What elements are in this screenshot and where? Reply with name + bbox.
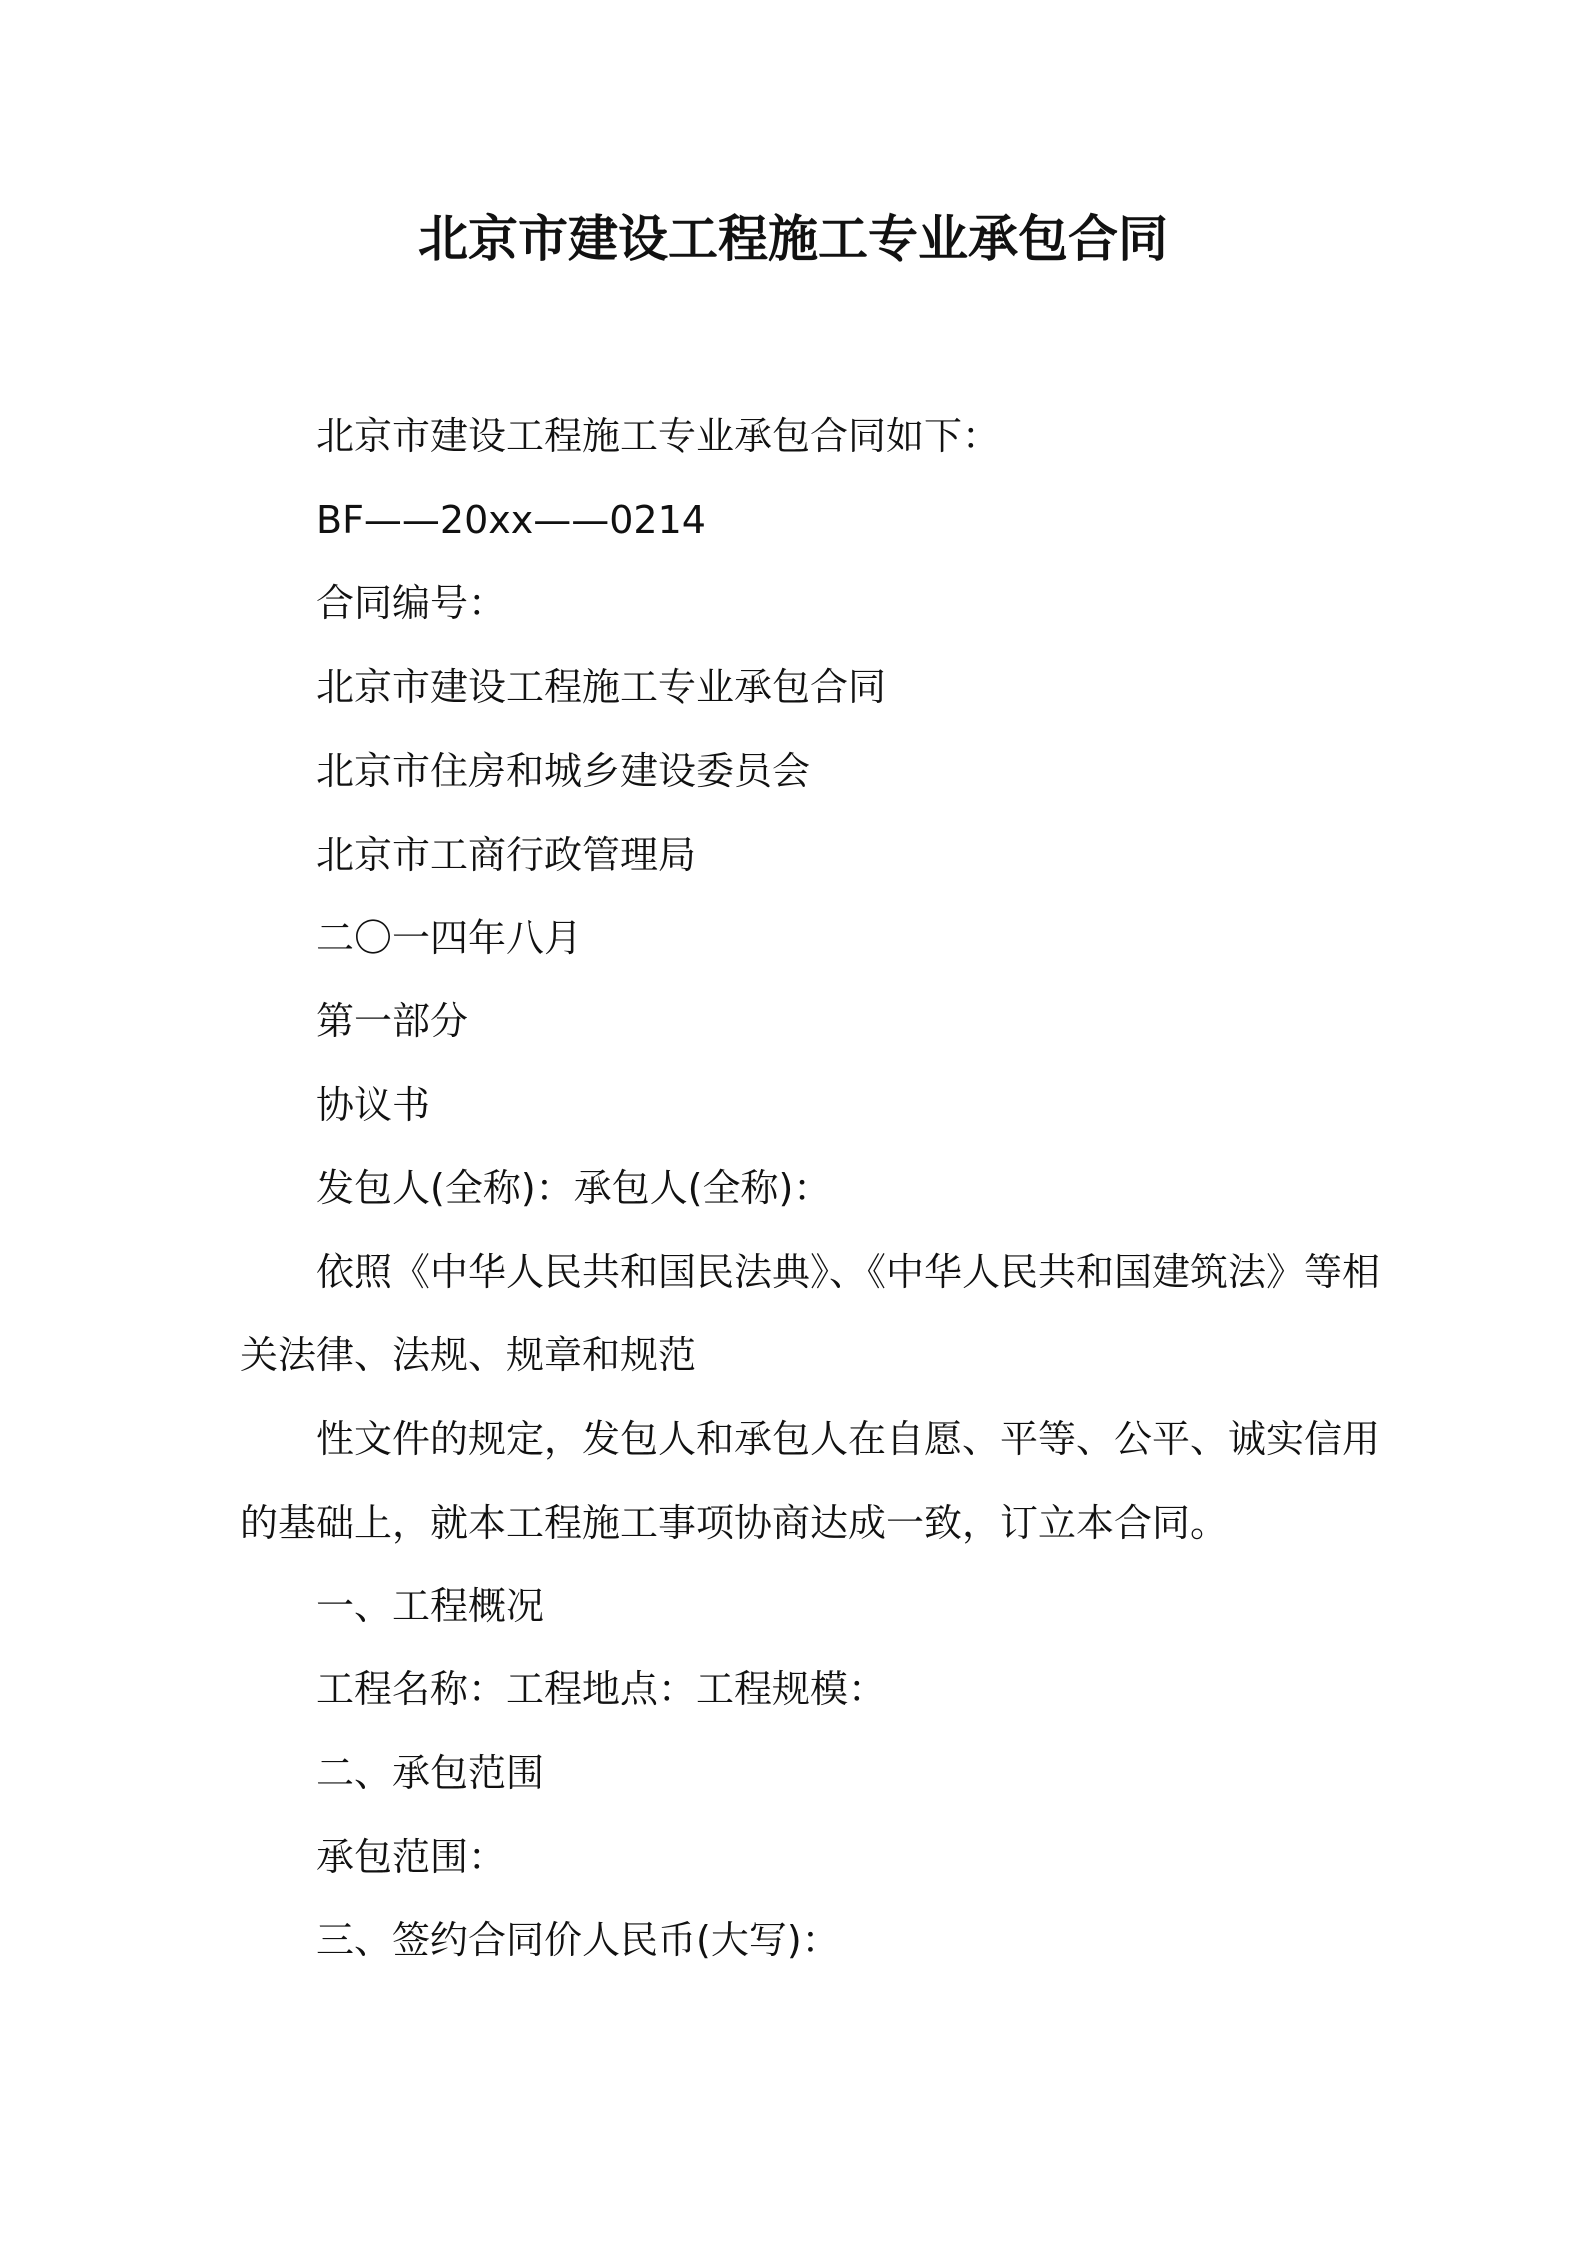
paragraph-line: 性文件的规定，发包人和承包人在自愿、平等、公平、诚实信用	[316, 1417, 1381, 1461]
document-code: BF——20xx——0214	[316, 498, 706, 542]
contract-name: 北京市建设工程施工专业承包合同	[316, 665, 887, 709]
issuer-housing-committee: 北京市住房和城乡建设委员会	[316, 749, 811, 793]
paragraph-line: 关法律、法规、规章和规范	[240, 1333, 697, 1377]
scope-line: 承包范围：	[316, 1835, 507, 1879]
paragraph-line: 的基础上，就本工程施工事项协商达成一致，订立本合同。	[240, 1501, 1229, 1545]
section-one-heading: 一、工程概况	[316, 1584, 545, 1628]
issuer-commerce-bureau: 北京市工商行政管理局	[316, 833, 697, 877]
section-two-heading: 二、承包范围	[316, 1751, 545, 1795]
part-one-heading: 第一部分	[316, 999, 469, 1043]
paragraph-line: 依照《中华人民共和国民法典》、《中华人民共和国建筑法》等相	[316, 1250, 1381, 1294]
project-info-line: 工程名称：工程地点：工程规模：	[316, 1667, 887, 1711]
issue-date: 二〇一四年八月	[316, 916, 583, 960]
agreement-heading: 协议书	[316, 1083, 431, 1127]
intro-line: 北京市建设工程施工专业承包合同如下：	[316, 414, 1001, 458]
document-title: 北京市建设工程施工专业承包合同	[418, 210, 1168, 268]
contract-number-label: 合同编号：	[316, 581, 507, 625]
parties-line: 发包人(全称)：承包人(全称)：	[316, 1166, 832, 1210]
section-three-heading: 三、签约合同价人民币(大写)：	[316, 1918, 840, 1962]
